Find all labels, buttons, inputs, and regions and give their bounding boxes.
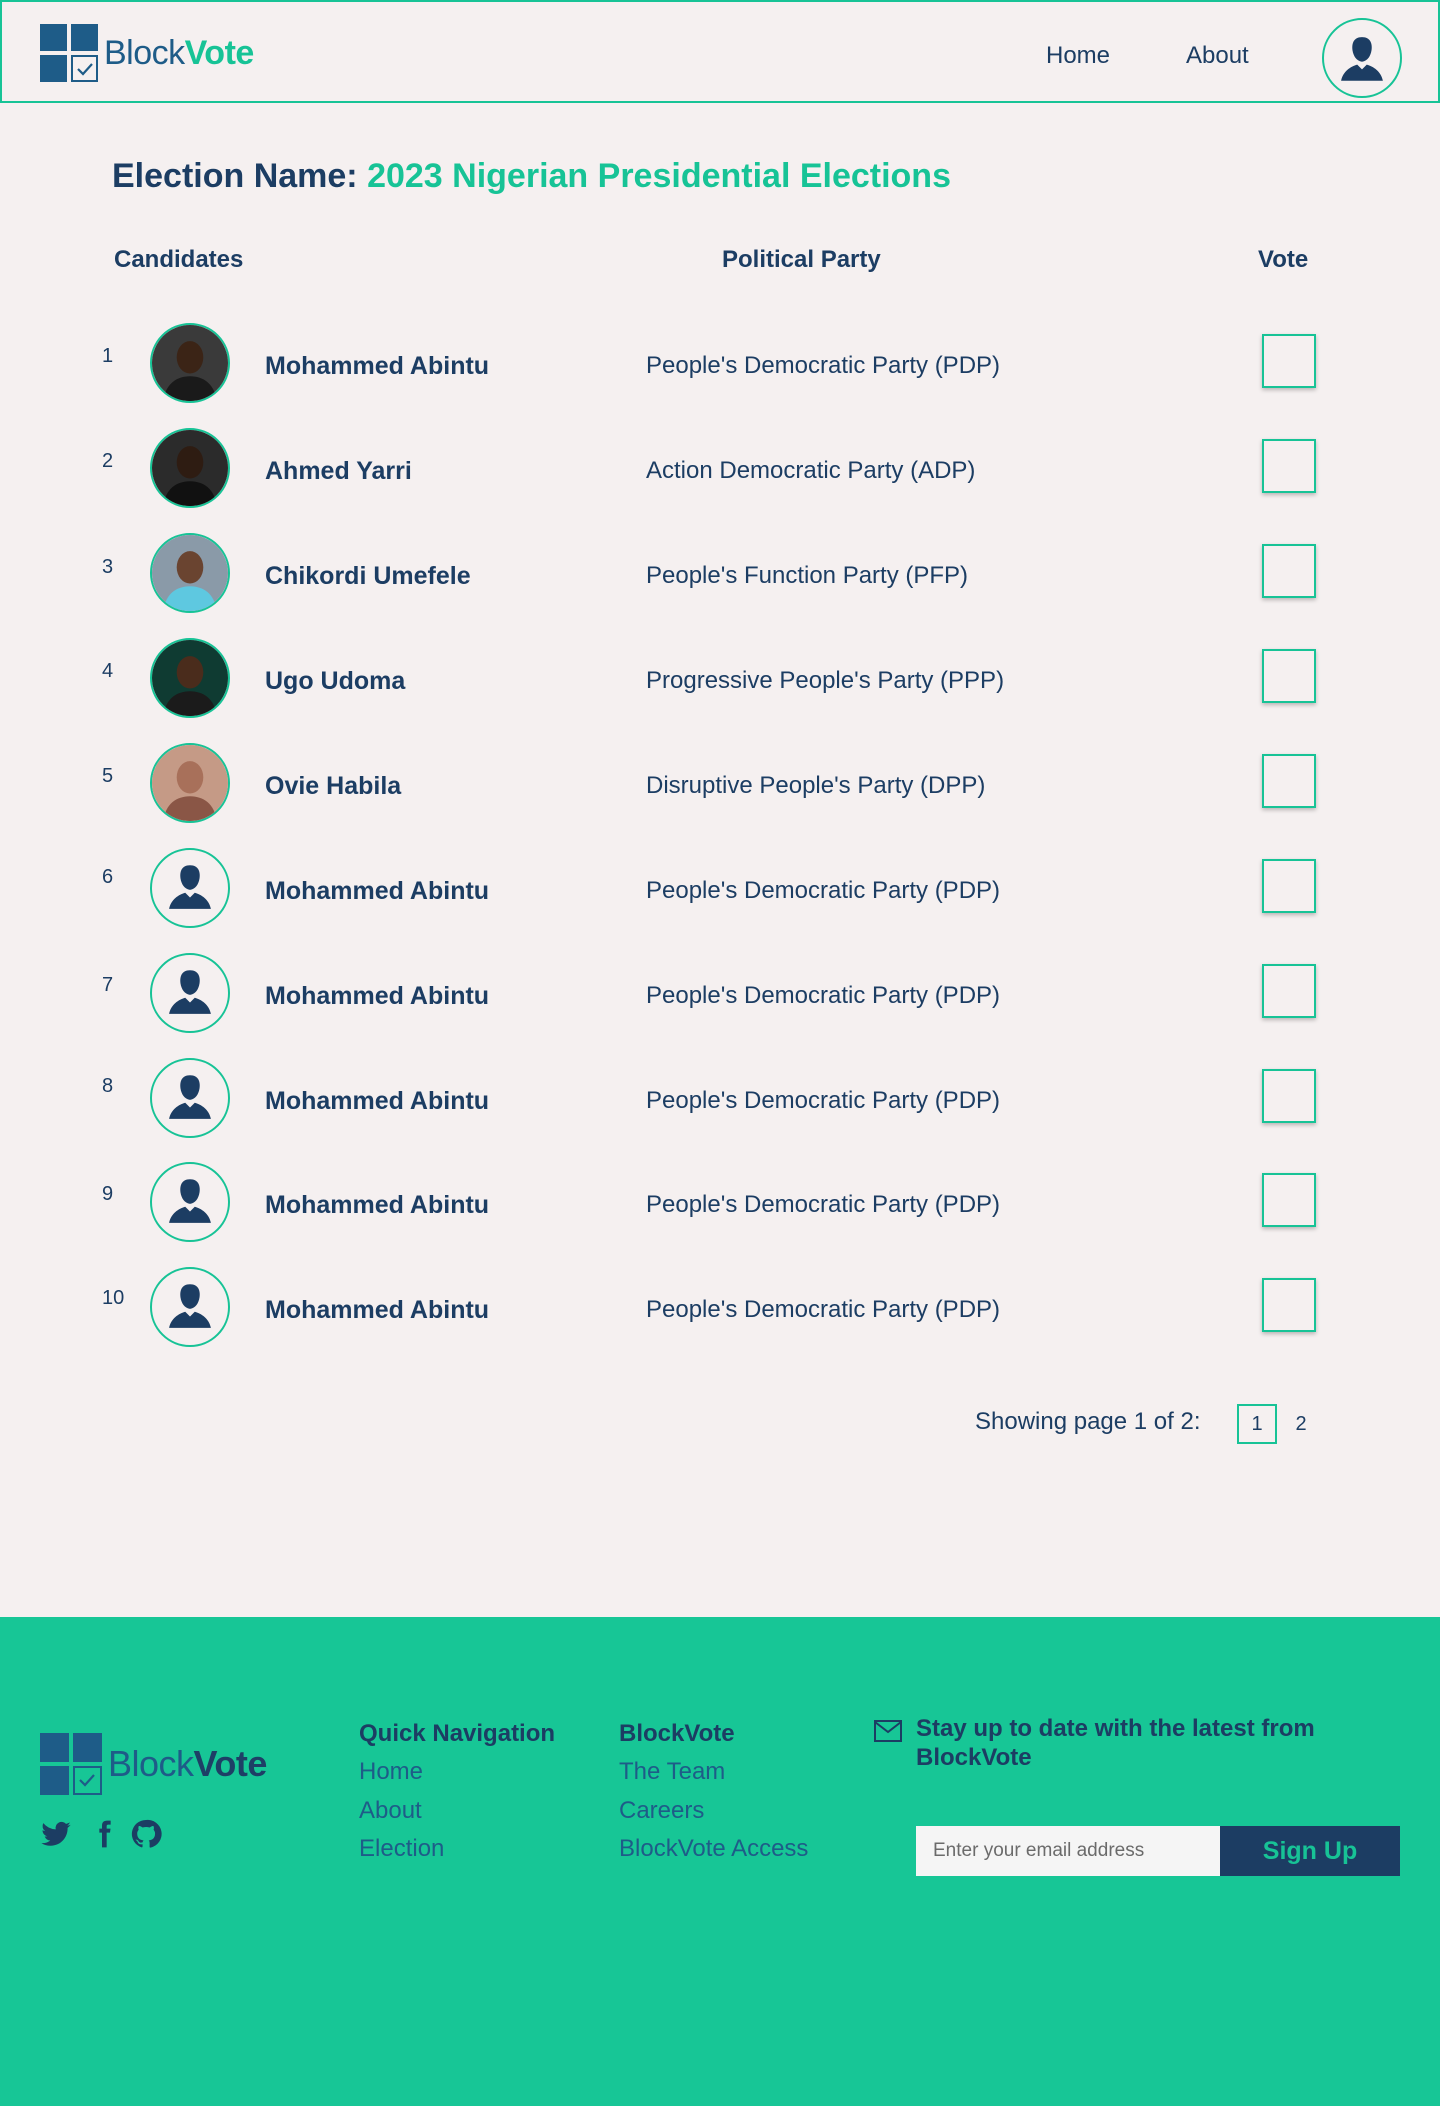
candidate-row (0, 533, 1440, 613)
column-header-party: Political Party (722, 246, 881, 273)
footer-link-home[interactable]: Home (359, 1758, 424, 1785)
candidate-number: 3 (102, 556, 114, 578)
vote-checkbox[interactable] (1262, 544, 1316, 598)
candidate-name: Ugo Udoma (265, 667, 406, 695)
user-avatar-button[interactable] (1322, 18, 1402, 98)
logo-mark-icon (40, 24, 98, 82)
vote-checkbox[interactable] (1262, 859, 1316, 913)
candidate-row (0, 638, 1440, 718)
user-silhouette-icon (150, 1162, 230, 1242)
candidate-party: People's Function Party (PFP) (646, 562, 969, 589)
candidate-number: 9 (102, 1183, 114, 1205)
newsletter-email-input[interactable] (916, 1826, 1220, 1876)
candidate-photo (150, 743, 230, 823)
candidate-row (0, 1267, 1440, 1347)
newsletter-text: Stay up to date with the latest from BlockVote (916, 1715, 1315, 1771)
user-silhouette-icon (150, 848, 230, 928)
candidate-row (0, 743, 1440, 823)
candidate-number: 2 (102, 450, 114, 472)
vote-checkbox[interactable] (1262, 1069, 1316, 1123)
brand-logo[interactable] (40, 24, 254, 82)
candidate-name: Mohammed Abintu (265, 1296, 490, 1324)
page-1-button[interactable]: 1 (1237, 1404, 1277, 1444)
candidate-number: 10 (102, 1287, 125, 1309)
pagination-label: Showing page 1 of 2: (975, 1408, 1201, 1435)
twitter-icon[interactable] (40, 1818, 72, 1850)
candidate-name: Mohammed Abintu (265, 982, 490, 1010)
candidate-number: 1 (102, 345, 114, 367)
candidate-number: 6 (102, 866, 114, 888)
footer-link-election[interactable]: Election (359, 1835, 445, 1862)
sign-up-button[interactable]: Sign Up (1220, 1826, 1400, 1876)
user-silhouette-icon (150, 1267, 230, 1347)
candidate-row (0, 428, 1440, 508)
brand-name: BlockVote (104, 33, 254, 72)
footer-link-access[interactable]: BlockVote Access (619, 1835, 809, 1862)
user-silhouette-icon (150, 1058, 230, 1138)
candidate-party: Action Democratic Party (ADP) (646, 457, 976, 484)
column-header-vote: Vote (1258, 246, 1309, 273)
candidate-name: Ovie Habila (265, 772, 402, 800)
footer-link-careers[interactable]: Careers (619, 1797, 705, 1824)
candidate-number: 5 (102, 765, 114, 787)
candidate-party: People's Democratic Party (PDP) (646, 1087, 1001, 1114)
vote-checkbox[interactable] (1262, 439, 1316, 493)
candidate-name: Mohammed Abintu (265, 877, 490, 905)
candidate-party: Progressive People's Party (PPP) (646, 667, 1005, 694)
vote-checkbox[interactable] (1262, 334, 1316, 388)
logo-mark-icon (40, 1733, 102, 1795)
candidate-party: People's Democratic Party (PDP) (646, 1296, 1001, 1323)
election-name: 2023 Nigerian Presidential Elections (367, 157, 951, 195)
facebook-icon[interactable] (88, 1818, 120, 1850)
candidate-photo (150, 533, 230, 613)
candidate-name: Mohammed Abintu (265, 1087, 490, 1115)
candidate-name: Mohammed Abintu (265, 1191, 490, 1219)
footer-link-team[interactable]: The Team (619, 1758, 726, 1785)
candidate-name: Chikordi Umefele (265, 562, 471, 590)
election-title (112, 157, 951, 196)
github-icon[interactable] (130, 1818, 162, 1850)
candidate-number: 7 (102, 974, 114, 996)
candidate-photo (150, 323, 230, 403)
candidate-name: Ahmed Yarri (265, 457, 412, 485)
candidate-row (0, 323, 1440, 403)
candidate-party: Disruptive People's Party (DPP) (646, 772, 986, 799)
candidate-row (0, 848, 1440, 928)
footer-quick-nav-heading: Quick Navigation (359, 1720, 556, 1747)
footer-brand-name: BlockVote (108, 1743, 267, 1784)
user-silhouette-icon (1324, 20, 1400, 96)
candidate-party: People's Democratic Party (PDP) (646, 877, 1001, 904)
candidate-party: People's Democratic Party (PDP) (646, 982, 1001, 1009)
page-2-button[interactable]: 2 (1295, 1412, 1307, 1435)
candidate-party: People's Democratic Party (PDP) (646, 1191, 1001, 1218)
nav-home-link[interactable]: Home (1046, 42, 1111, 69)
vote-checkbox[interactable] (1262, 649, 1316, 703)
election-label: Election Name: (112, 157, 358, 195)
footer-link-about[interactable]: About (359, 1797, 422, 1824)
candidate-party: People's Democratic Party (PDP) (646, 352, 1001, 379)
candidate-photo (150, 638, 230, 718)
vote-checkbox[interactable] (1262, 1173, 1316, 1227)
nav-about-link[interactable]: About (1186, 42, 1249, 69)
top-navbar (0, 0, 1440, 103)
column-header-candidates: Candidates (114, 246, 244, 273)
candidate-number: 4 (102, 660, 114, 682)
user-silhouette-icon (150, 953, 230, 1033)
vote-checkbox[interactable] (1262, 1278, 1316, 1332)
candidate-name: Mohammed Abintu (265, 352, 490, 380)
vote-checkbox[interactable] (1262, 964, 1316, 1018)
candidate-number: 8 (102, 1075, 114, 1097)
mail-icon (874, 1720, 902, 1742)
candidate-photo (150, 428, 230, 508)
candidate-row (0, 1058, 1440, 1138)
candidate-row (0, 1162, 1440, 1242)
footer-blockvote-heading: BlockVote (619, 1720, 735, 1747)
candidate-row (0, 953, 1440, 1033)
footer-brand-logo[interactable] (40, 1733, 267, 1795)
vote-checkbox[interactable] (1262, 754, 1316, 808)
